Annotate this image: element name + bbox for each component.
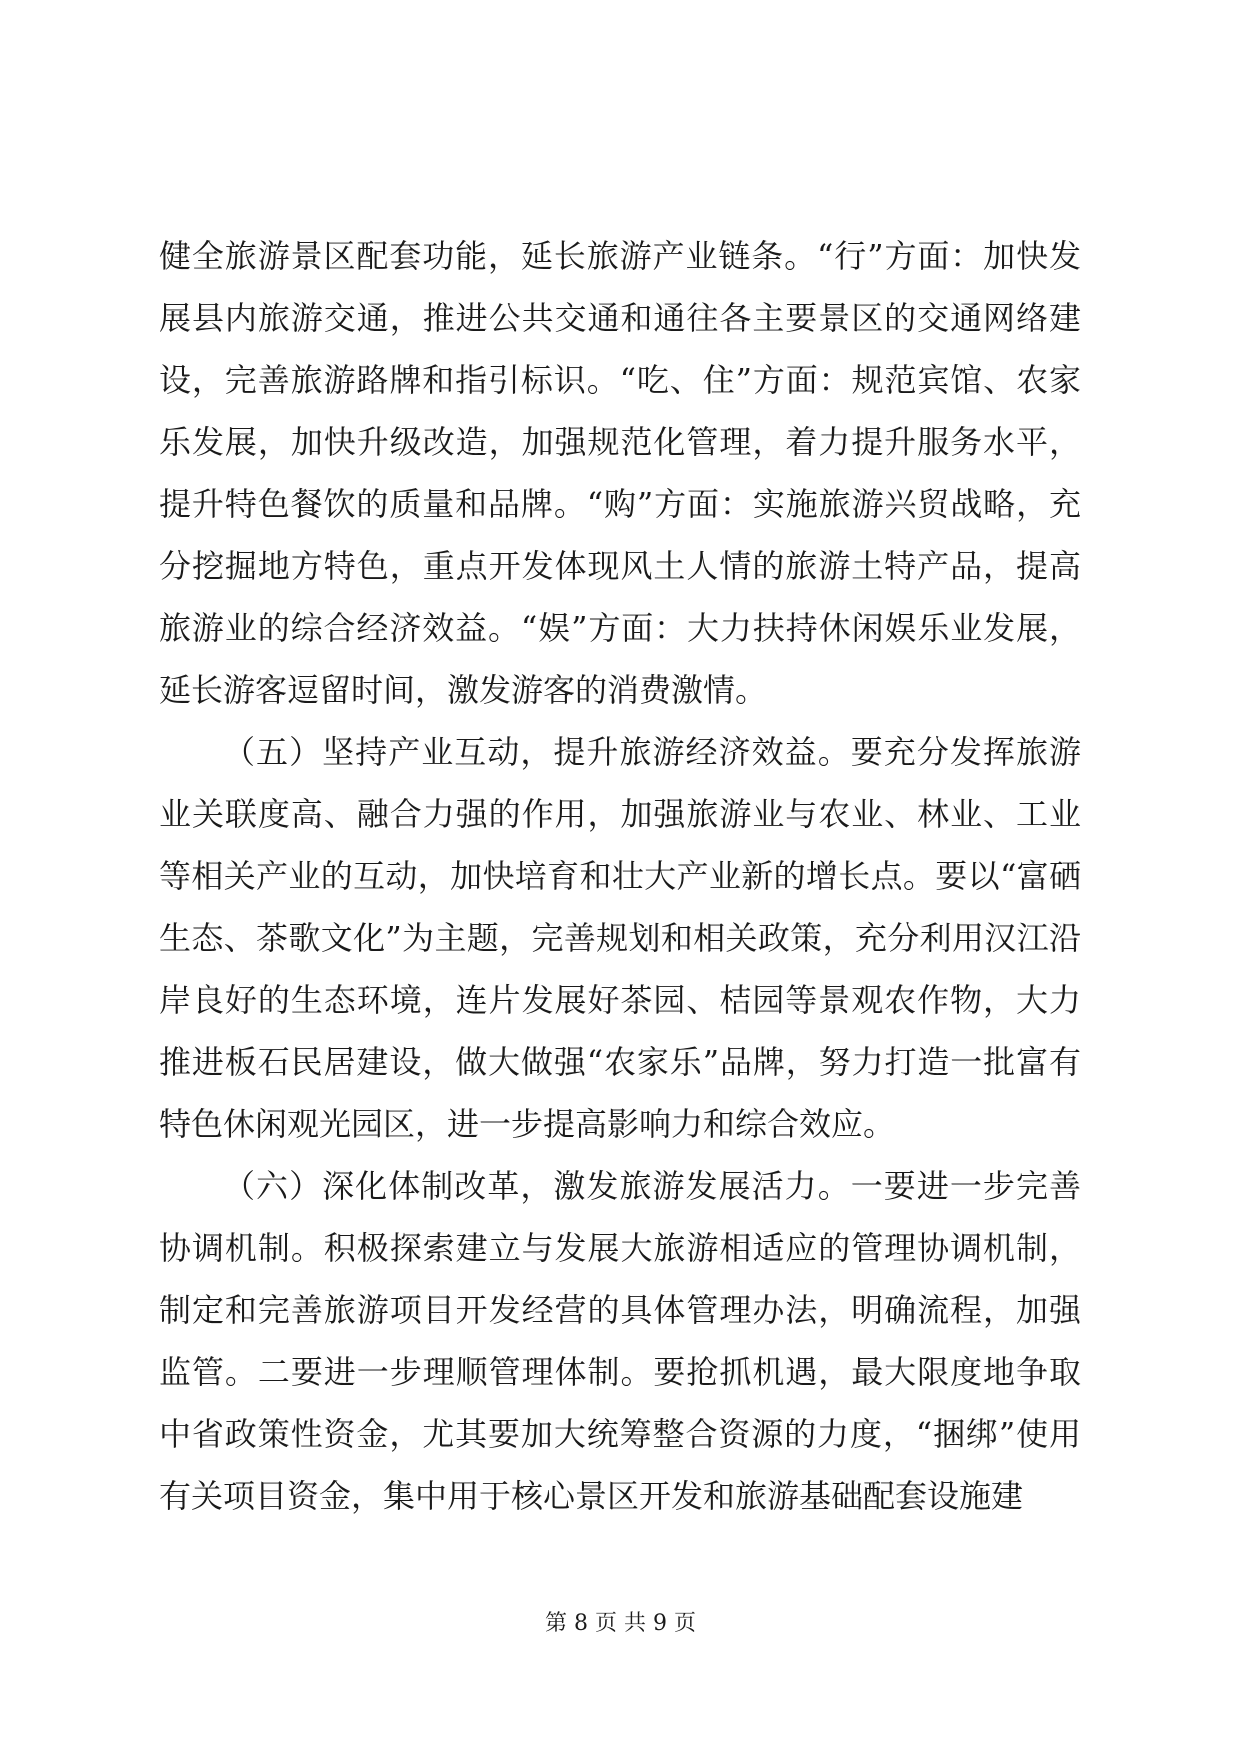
document-body: [159, 225, 1081, 1527]
page-footer: 第 8 页 共 9 页: [545, 1611, 696, 1636]
paragraph-3: （六）深化体制改革，激发旅游发展活力。一要进一步完善协调机制。积极探索建立与发展大旅游相适应的管理协调机制，制定和完善旅游项目开发经营的具体管理办法，明确流程，加强监管。二要进一步理顺管理体制。要抢抓机遇，最大限度地争取中省政策性资金，尤其要加大统筹整合资源的力度，“捆绑”使用有关项目资金，集中用于核心景区开发和旅游基础配套设施建: [159, 1167, 1081, 1515]
paragraph-2: （五）坚持产业互动，提升旅游经济效益。要充分发挥旅游业关联度高、融合力强的作用，加强旅游业与农业、林业、工业等相关产业的互动，加快培育和壮大产业新的增长点。要以“富硒生态、茶歌文化”为主题，完善规划和相关政策，充分利用汉江沿岸良好的生态环境，连片发展好茶园、桔园等景观农作物，大力推进板石民居建设，做大做强“农家乐”品牌，努力打造一批富有特色休闲观光园区，进一步提高影响力和综合效应。: [159, 733, 1081, 1143]
paragraph-1: 健全旅游景区配套功能，延长旅游产业链条。“行”方面：加快发展县内旅游交通，推进公共交通和通往各主要景区的交通网络建设，完善旅游路牌和指引标识。“吃、住”方面：规范宾馆、农家乐发展，加快升级改造，加强规范化管理，着力提升服务水平，提升特色餐饮的质量和品牌。“购”方面：实施旅游兴贸战略，充分挖掘地方特色，重点开发体现风土人情的旅游土特产品，提高旅游业的综合经济效益。“娱”方面：大力扶持休闲娱乐业发展，延长游客逗留时间，激发游客的消费激情。: [159, 237, 1081, 709]
